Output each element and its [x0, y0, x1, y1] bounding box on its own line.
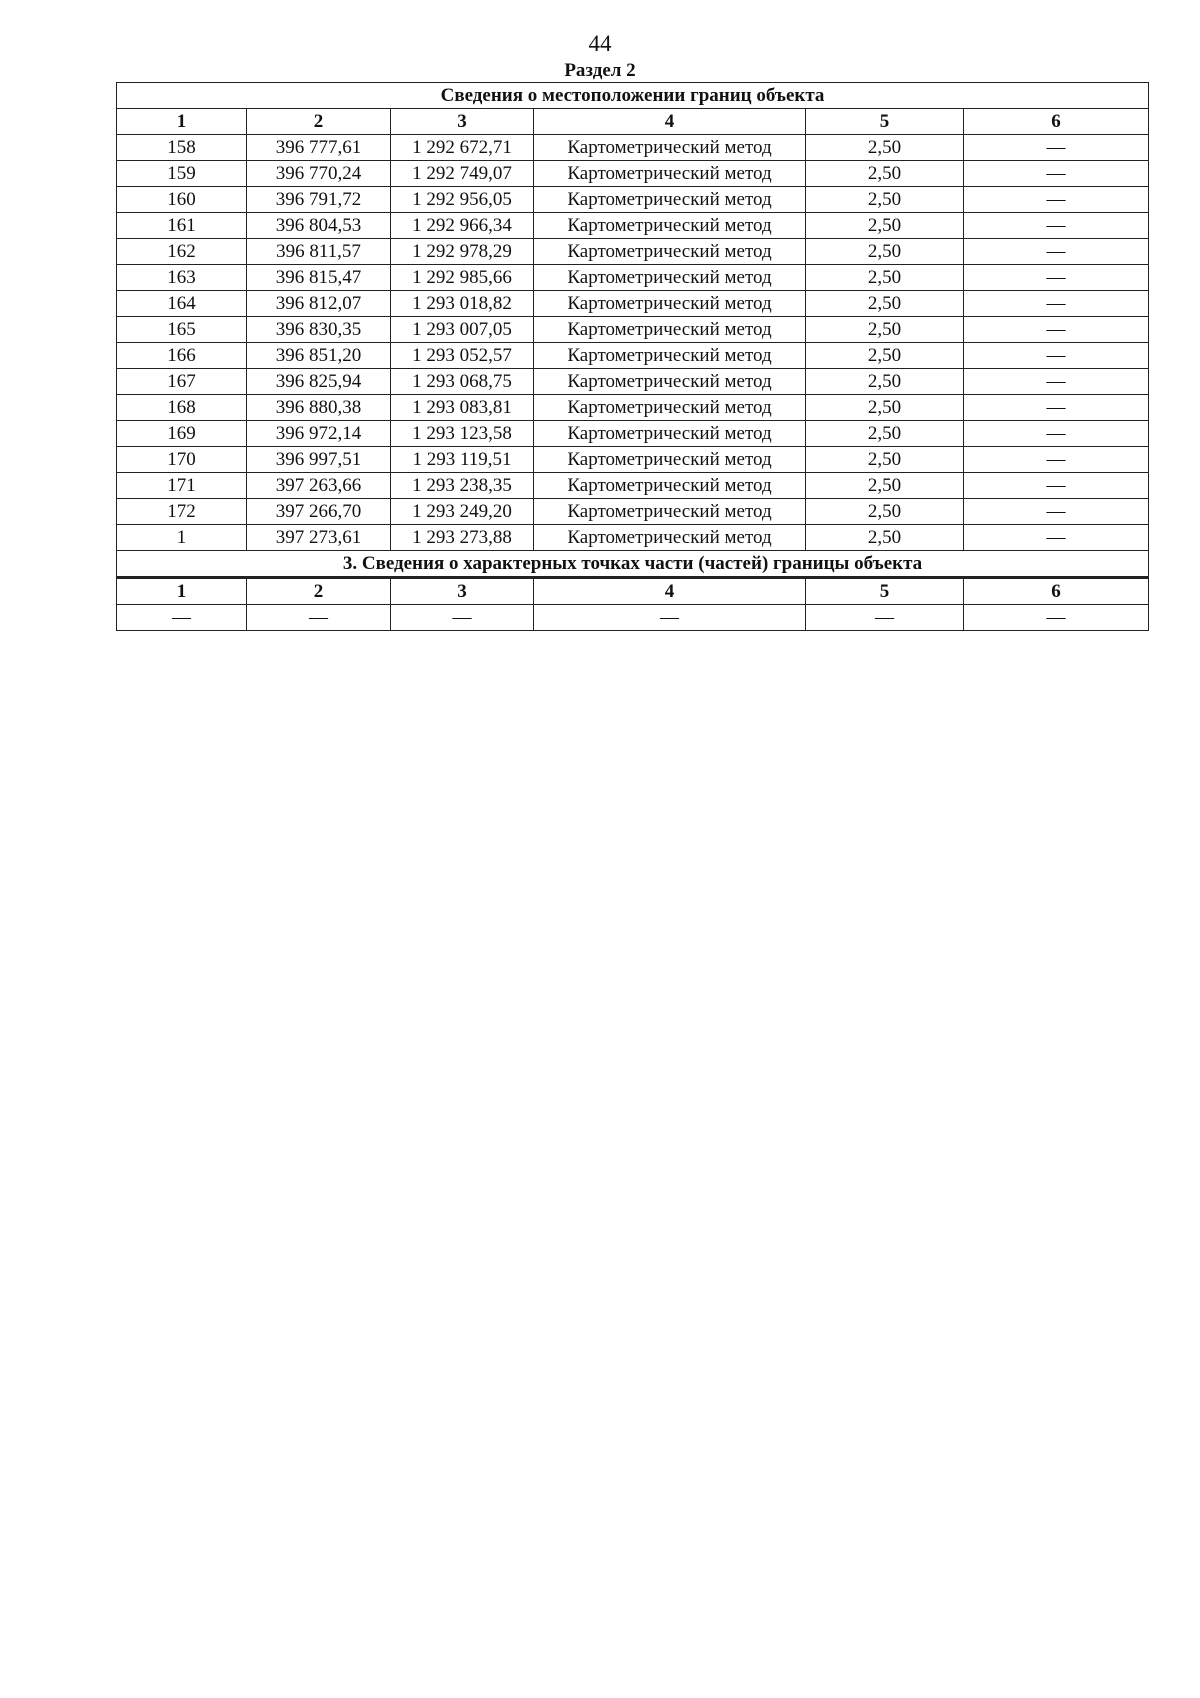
y-coordinate-cell: 1 293 123,58 [391, 421, 534, 447]
y-coordinate-cell: 1 293 083,81 [391, 395, 534, 421]
y-coordinate-cell: 1 293 018,82 [391, 291, 534, 317]
column-header: 4 [534, 109, 806, 135]
point-number-cell: 166 [117, 343, 247, 369]
method-cell: Картометрический метод [534, 525, 806, 551]
x-coordinate-cell: 396 791,72 [247, 187, 391, 213]
accuracy-cell: 2,50 [806, 135, 964, 161]
column-header: 3 [391, 578, 534, 605]
table-row [117, 499, 1149, 525]
parts-cell: — [247, 605, 391, 631]
point-number-cell: 159 [117, 161, 247, 187]
x-coordinate-cell: 396 770,24 [247, 161, 391, 187]
method-cell: Картометрический метод [534, 395, 806, 421]
accuracy-cell: 2,50 [806, 265, 964, 291]
table-row [117, 135, 1149, 161]
description-cell: — [964, 473, 1149, 499]
point-number-cell: 160 [117, 187, 247, 213]
accuracy-cell: 2,50 [806, 369, 964, 395]
x-coordinate-cell: 397 273,61 [247, 525, 391, 551]
point-number-cell: 169 [117, 421, 247, 447]
method-cell: Картометрический метод [534, 317, 806, 343]
table-row [117, 317, 1149, 343]
accuracy-cell: 2,50 [806, 239, 964, 265]
x-coordinate-cell: 396 804,53 [247, 213, 391, 239]
page-number: 44 [588, 31, 612, 56]
section-title: Раздел 2 [564, 60, 636, 81]
point-number-cell: 172 [117, 499, 247, 525]
parts-cell: — [534, 605, 806, 631]
column-header: 3 [391, 109, 534, 135]
table-row [117, 265, 1149, 291]
description-cell: — [964, 525, 1149, 551]
method-cell: Картометрический метод [534, 499, 806, 525]
description-cell: — [964, 239, 1149, 265]
column-header: 1 [117, 109, 247, 135]
parts-caption: 3. Сведения о характерных точках части (частей) границы объекта [117, 551, 1149, 578]
description-cell: — [964, 343, 1149, 369]
y-coordinate-cell: 1 292 749,07 [391, 161, 534, 187]
accuracy-cell: 2,50 [806, 499, 964, 525]
x-coordinate-cell: 396 825,94 [247, 369, 391, 395]
point-number-cell: 163 [117, 265, 247, 291]
table-row [117, 525, 1149, 551]
y-coordinate-cell: 1 293 068,75 [391, 369, 534, 395]
x-coordinate-cell: 396 815,47 [247, 265, 391, 291]
accuracy-cell: 2,50 [806, 421, 964, 447]
method-cell: Картометрический метод [534, 343, 806, 369]
x-coordinate-cell: 396 777,61 [247, 135, 391, 161]
accuracy-cell: 2,50 [806, 187, 964, 213]
description-cell: — [964, 265, 1149, 291]
x-coordinate-cell: 397 266,70 [247, 499, 391, 525]
accuracy-cell: 2,50 [806, 343, 964, 369]
method-cell: Картометрический метод [534, 161, 806, 187]
accuracy-cell: 2,50 [806, 525, 964, 551]
y-coordinate-cell: 1 292 978,29 [391, 239, 534, 265]
y-coordinate-cell: 1 293 238,35 [391, 473, 534, 499]
method-cell: Картометрический метод [534, 239, 806, 265]
table-row [117, 161, 1149, 187]
point-number-cell: 158 [117, 135, 247, 161]
description-cell: — [964, 213, 1149, 239]
accuracy-cell: 2,50 [806, 291, 964, 317]
point-number-cell: 167 [117, 369, 247, 395]
y-coordinate-cell: 1 293 119,51 [391, 447, 534, 473]
point-number-cell: 164 [117, 291, 247, 317]
point-number-cell: 170 [117, 447, 247, 473]
parts-table-row [117, 605, 1149, 631]
table-row [117, 447, 1149, 473]
accuracy-cell: 2,50 [806, 447, 964, 473]
method-cell: Картометрический метод [534, 213, 806, 239]
parts-caption-row [117, 551, 1149, 578]
table-row [117, 291, 1149, 317]
y-coordinate-cell: 1 293 273,88 [391, 525, 534, 551]
accuracy-cell: 2,50 [806, 395, 964, 421]
method-cell: Картометрический метод [534, 447, 806, 473]
table-row [117, 239, 1149, 265]
x-coordinate-cell: 396 812,07 [247, 291, 391, 317]
table-row [117, 395, 1149, 421]
point-number-cell: 165 [117, 317, 247, 343]
table-row [117, 343, 1149, 369]
y-coordinate-cell: 1 293 249,20 [391, 499, 534, 525]
accuracy-cell: 2,50 [806, 213, 964, 239]
table-row [117, 369, 1149, 395]
column-header-row [117, 109, 1149, 135]
column-header: 2 [247, 578, 391, 605]
accuracy-cell: 2,50 [806, 161, 964, 187]
y-coordinate-cell: 1 292 985,66 [391, 265, 534, 291]
table-body [117, 83, 1149, 631]
column-header: 1 [117, 578, 247, 605]
description-cell: — [964, 499, 1149, 525]
method-cell: Картометрический метод [534, 265, 806, 291]
y-coordinate-cell: 1 293 007,05 [391, 317, 534, 343]
x-coordinate-cell: 396 997,51 [247, 447, 391, 473]
x-coordinate-cell: 396 972,14 [247, 421, 391, 447]
parts-cell: — [964, 605, 1149, 631]
description-cell: — [964, 317, 1149, 343]
boundary-coordinates-table [116, 82, 1149, 631]
description-cell: — [964, 291, 1149, 317]
point-number-cell: 1 [117, 525, 247, 551]
y-coordinate-cell: 1 292 672,71 [391, 135, 534, 161]
y-coordinate-cell: 1 292 956,05 [391, 187, 534, 213]
point-number-cell: 162 [117, 239, 247, 265]
description-cell: — [964, 187, 1149, 213]
x-coordinate-cell: 397 263,66 [247, 473, 391, 499]
y-coordinate-cell: 1 292 966,34 [391, 213, 534, 239]
description-cell: — [964, 447, 1149, 473]
table-row [117, 187, 1149, 213]
parts-column-header-row [117, 578, 1149, 605]
description-cell: — [964, 421, 1149, 447]
column-header: 4 [534, 578, 806, 605]
caption-row [117, 83, 1149, 109]
column-header: 5 [806, 578, 964, 605]
table-caption: Сведения о местоположении границ объекта [117, 83, 1149, 109]
column-header: 6 [964, 109, 1149, 135]
method-cell: Картометрический метод [534, 135, 806, 161]
parts-cell: — [391, 605, 534, 631]
accuracy-cell: 2,50 [806, 473, 964, 499]
method-cell: Картометрический метод [534, 421, 806, 447]
method-cell: Картометрический метод [534, 291, 806, 317]
point-number-cell: 171 [117, 473, 247, 499]
description-cell: — [964, 135, 1149, 161]
x-coordinate-cell: 396 880,38 [247, 395, 391, 421]
x-coordinate-cell: 396 811,57 [247, 239, 391, 265]
table-row [117, 473, 1149, 499]
y-coordinate-cell: 1 293 052,57 [391, 343, 534, 369]
description-cell: — [964, 369, 1149, 395]
accuracy-cell: 2,50 [806, 317, 964, 343]
point-number-cell: 168 [117, 395, 247, 421]
column-header: 5 [806, 109, 964, 135]
method-cell: Картометрический метод [534, 187, 806, 213]
method-cell: Картометрический метод [534, 369, 806, 395]
column-header: 6 [964, 578, 1149, 605]
table-row [117, 421, 1149, 447]
x-coordinate-cell: 396 851,20 [247, 343, 391, 369]
table-row [117, 213, 1149, 239]
method-cell: Картометрический метод [534, 473, 806, 499]
point-number-cell: 161 [117, 213, 247, 239]
description-cell: — [964, 395, 1149, 421]
description-cell: — [964, 161, 1149, 187]
column-header: 2 [247, 109, 391, 135]
parts-cell: — [117, 605, 247, 631]
parts-cell: — [806, 605, 964, 631]
x-coordinate-cell: 396 830,35 [247, 317, 391, 343]
